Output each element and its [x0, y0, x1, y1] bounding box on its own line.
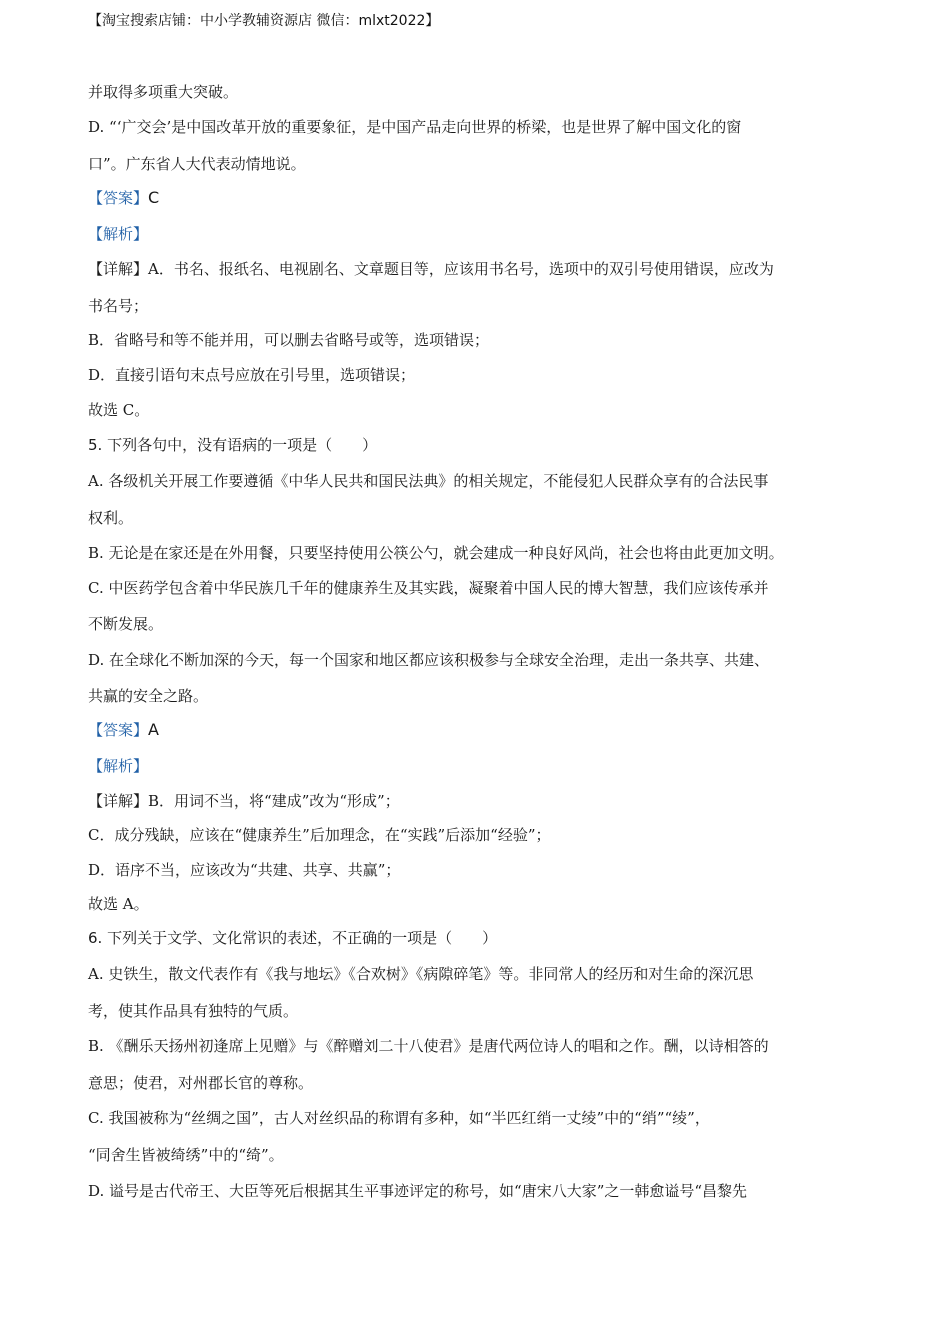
q5-answer [88, 720, 159, 740]
q5-detail-line1 [88, 791, 400, 811]
q5-option-d-line2: 共赢的安全之路。 [88, 687, 209, 705]
answer-tag: 【答案】 [88, 189, 149, 207]
answer-letter: C [148, 188, 160, 207]
page-header: 【淘宝搜索店铺：中小学教辅资源店 微信：mlxt2022】 [88, 13, 440, 29]
q6-option-a-line1: A. 史铁生，散文代表作有《我与地坛》《合欢树》《病隙碎笔》等。非同常人的经历和对生命的深沉思 [88, 965, 754, 983]
q6-stem [88, 928, 497, 948]
q6-option-c-line1: C. 我国被称为“丝绸之国”，古人对丝织品的称谓有多种，如“半匹红绡一丈绫”中的“绡”“绫”， [88, 1109, 710, 1127]
q4-option-d-line2: 口”。广东省人大代表动情地说。 [88, 155, 306, 173]
q4-detail-line2: 书名号； [88, 297, 149, 315]
question-stem: 下列各句中，没有语病的一项是（ ） [102, 436, 378, 454]
q5-option-d-line1: D. 在全球化不断加深的今天，每一个国家和地区都应该积极参与全球安全治理，走出一条共享、共建、 [88, 651, 770, 669]
detail-text: A．书名、报纸名、电视剧名、文章题目等，应该用书名号，选项中的双引号使用错误，应改为 [148, 260, 774, 278]
detail-tag: 【详解】 [88, 260, 149, 278]
q5-analysis-tag: 【解析】 [88, 757, 149, 775]
q5-option-c-line2: 不断发展。 [88, 615, 164, 633]
q6-option-b-line2: 意思；使君，对州郡长官的尊称。 [88, 1074, 314, 1092]
q4-analysis-tag: 【解析】 [88, 225, 149, 243]
q6-option-b-line1: B. 《酬乐天扬州初逢席上见赠》与《醉赠刘二十八使君》是唐代两位诗人的唱和之作。酬，以诗相答的 [88, 1037, 769, 1055]
q5-option-a-line1: A. 各级机关开展工作要遵循《中华人民共和国民法典》的相关规定，不能侵犯人民群众享有的合法民事 [88, 472, 769, 490]
q5-option-c-line1: C. 中医药学包含着中华民族几千年的健康养生及其实践，凝聚着中国人民的博大智慧，我们应该传承并 [88, 579, 769, 597]
q5-option-a-line2: 权利。 [88, 509, 134, 527]
q5-conclusion: 故选 A。 [88, 895, 149, 913]
question-number: 6. [88, 929, 103, 947]
q4-detail-line3: B．省略号和等不能并用，可以删去省略号或等，选项错误； [88, 331, 490, 349]
q4-detail-line4: D．直接引语句末点号应放在引号里，选项错误； [88, 366, 416, 384]
q5-detail-line2: C．成分残缺，应该在“健康养生”后加理念，在“实践”后添加“经验”； [88, 826, 551, 844]
q5-option-b-line1: B. 无论是在家还是在外用餐，只要坚持使用公筷公勺，就会建成一种良好风尚，社会也将由此更加文明。 [88, 544, 784, 562]
q4-detail-line1 [88, 259, 774, 279]
detail-tag: 【详解】 [88, 792, 149, 810]
question-number: 5. [88, 436, 103, 454]
q5-detail-line3: D．语序不当，应该改为“共建、共享、共赢”； [88, 861, 401, 879]
q6-option-d-line1: D. 谥号是古代帝王、大臣等死后根据其生平事迹评定的称号，如“唐宋八大家”之一韩愈谥号“昌黎先 [88, 1182, 748, 1200]
q5-stem [88, 435, 377, 455]
q4-answer [88, 188, 159, 208]
detail-text: B．用词不当，将“建成”改为“形成”； [148, 792, 400, 810]
q4-conclusion: 故选 C。 [88, 401, 150, 419]
q4-option-d-line1: D. “‘广交会’是中国改革开放的重要象征，是中国产品走向世界的桥梁，也是世界了解中国文化的窗 [88, 118, 742, 136]
answer-letter: A [148, 720, 159, 739]
q4-text-line: 并取得多项重大突破。 [88, 83, 239, 101]
answer-tag: 【答案】 [88, 721, 149, 739]
q6-option-a-line2: 考，使其作品具有独特的气质。 [88, 1002, 299, 1020]
question-stem: 下列关于文学、文化常识的表述，不正确的一项是（ ） [102, 929, 498, 947]
q6-option-c-line2: “同舍生皆被绮绣”中的“绮”。 [88, 1146, 284, 1164]
